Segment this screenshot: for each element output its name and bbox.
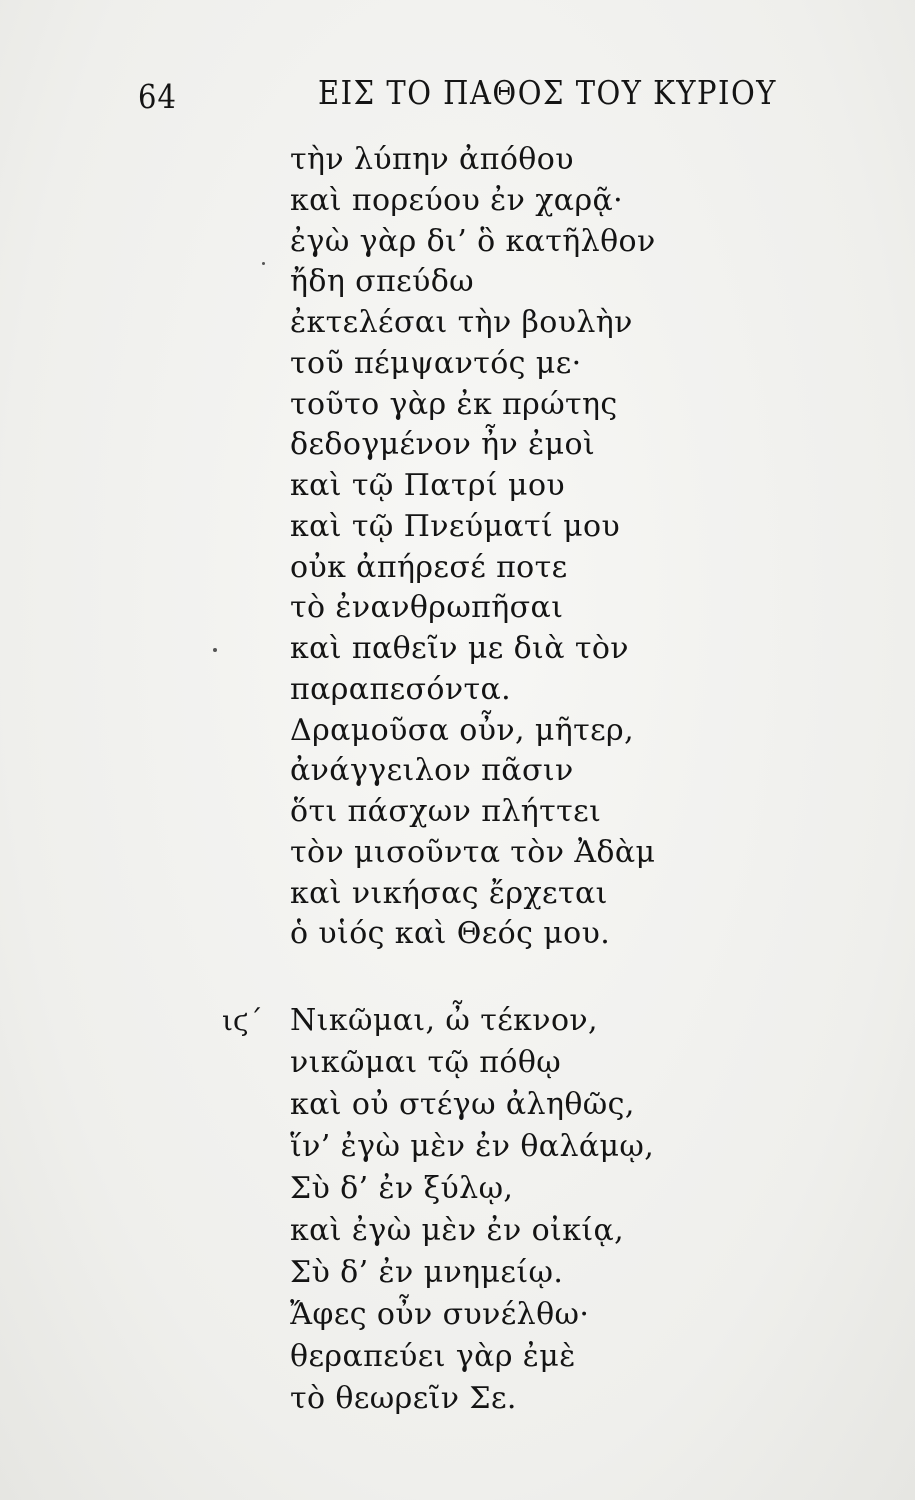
stanza-1	[290, 140, 656, 955]
verse-line: τὸ θεωρεῖν Σε.	[290, 1381, 517, 1416]
verse-line: νικῶμαι τῷ πόθῳ	[290, 1045, 562, 1080]
verse-line: ὁ υἱός καὶ Θεός μου.	[290, 916, 611, 952]
verse-line: τὸν μισοῦντα τὸν Ἀδὰμ	[290, 834, 656, 870]
verse-line: καὶ τῷ Πνεύματί μου	[290, 508, 621, 544]
verse-line: οὐκ ἀπήρεσέ ποτε	[290, 549, 568, 585]
print-speck	[213, 648, 217, 652]
verse-line: ἐκτελέσαι τὴν βουλὴν	[290, 305, 633, 340]
verse-line: Σὺ δ’ ἐν μνημείῳ.	[290, 1255, 564, 1290]
verse-line: Νικῶμαι, ὦ τέκνον,	[290, 1003, 598, 1038]
stanza-number: ιϛ´	[222, 1004, 263, 1037]
stanza-2	[290, 1000, 654, 1420]
print-speck	[262, 262, 265, 265]
verse-line: Ἄφες οὖν συνέλθω·	[290, 1297, 590, 1332]
verse-line: καὶ ἐγὼ μὲν ἐν οἰκίᾳ,	[290, 1213, 625, 1248]
verse-line: τοῦτο γὰρ ἐκ πρώτης	[290, 386, 618, 422]
verse-line: ἤδη σπεύδω	[290, 264, 475, 300]
verse-line: Σὺ δ’ ἐν ξύλῳ,	[290, 1171, 514, 1206]
verse-line: ἐγὼ γὰρ δι’ ὃ κατῆλθον	[290, 223, 656, 259]
verse-line: θεραπεύει γὰρ ἐμὲ	[290, 1339, 576, 1374]
verse-line: δεδογμένον ἦν ἐμοὶ	[290, 427, 596, 463]
verse-line: καὶ παθεῖν με διὰ τὸν	[290, 631, 629, 666]
page-number: 64	[138, 78, 177, 117]
verse-line: ὅτι πάσχων πλήττει	[290, 794, 602, 829]
verse-line: παραπεσόντα.	[290, 671, 512, 707]
verse-line: τὴν λύπην ἀπόθου	[290, 142, 574, 177]
verse-line: καὶ νικήσας ἔρχεται	[290, 875, 608, 911]
verse-line: καὶ οὐ στέγω ἀληθῶς,	[290, 1087, 635, 1122]
verse-line: ἀνάγγειλον πᾶσιν	[290, 753, 574, 789]
verse-line: καὶ πορεύου ἐν χαρᾷ·	[290, 182, 624, 218]
verse-line: τὸ ἐνανθρωπῆσαι	[290, 590, 564, 626]
verse-line: τοῦ πέμψαντός με·	[290, 345, 582, 381]
verse-line: καὶ τῷ Πατρί μου	[290, 468, 566, 503]
verse-line: ἵν’ ἐγὼ μὲν ἐν θαλάμῳ,	[290, 1129, 655, 1164]
running-head: ΕΙΣ ΤΟ ΠΑΘΟΣ ΤΟΥ ΚΥΡΙΟΥ	[318, 74, 777, 113]
verse-line: Δραμοῦσα οὖν, μῆτερ,	[290, 712, 635, 748]
